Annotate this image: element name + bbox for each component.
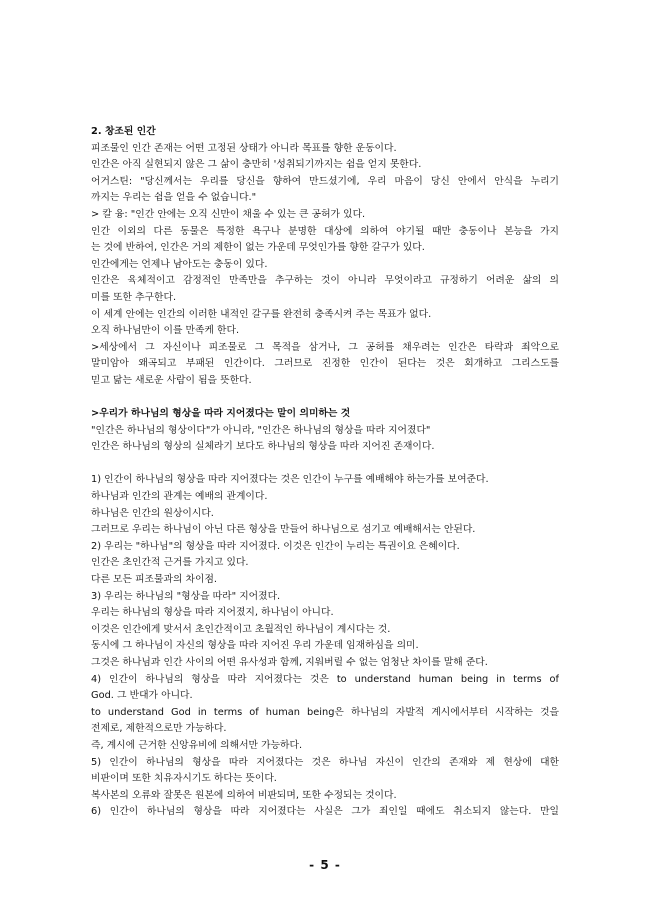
text-line: 인간은 아직 실현되지 않은 그 삶이 충만히 '성취되기까지는 쉼을 얻지 못한다. (91, 159, 422, 171)
text-line: 말미암아 왜곡되고 부패된 인간이다. 그러므로 진정한 인간이 된다는 것은 회개하고 그리스도를 (91, 358, 559, 370)
text-line: 전제로, 제한적으로만 가능하다. (91, 723, 227, 735)
text-line: 인간에게는 언제나 남아도는 충동이 있다. (91, 258, 268, 270)
text-line: 4) 인간이 하나님의 형상을 따라 지어졌다는 것은 to understand human being in terms of (91, 673, 559, 685)
text-line: 어거스틴: "당신께서는 우리를 당신을 향하여 만드셨기에, 우리 마음이 당신 안에서 안식을 누리기 (91, 175, 559, 187)
text-line: 이것은 인간에게 맞서서 초인간적이고 초월적인 하나님이 계시다는 것. (91, 623, 391, 635)
text-line: 인간은 육체적이고 감정적인 만족만을 추구하는 것이 아니라 무엇이라고 규정하기 어려운 삶의 의 (91, 275, 559, 287)
text-line: 하나님은 인간의 원상이시다. (91, 507, 214, 519)
text-line: 인간 이외의 다른 동물은 특정한 욕구나 분명한 대상에 의하여 야기될 때만 충동이나 본능을 가지 (91, 225, 559, 237)
text-line: 는 것에 반하여, 인간은 거의 제한이 없는 가운데 무엇인가를 향한 갈구가 있다. (91, 242, 425, 254)
text-line: to understand God in terms of human being은 하나님의 자발적 계시에서부터 시작하는 것을 (91, 706, 559, 718)
page-body (91, 124, 559, 821)
text-line: 2) 우리는 "하나님"의 형상을 따라 지어졌다. 이것은 인간이 누리는 특권이요 은혜이다. (91, 540, 460, 552)
section-heading: >우리가 하나님의 형상을 따라 지어졌다는 말이 의미하는 것 (91, 408, 351, 420)
text-line: 그것은 하나님과 인간 사이의 어떤 유사성과 함께, 지워버릴 수 없는 엄청난 차이를 말해 준다. (91, 657, 488, 668)
text-line: > 칼 융: "인간 안에는 오직 신만이 채울 수 있는 큰 공허가 있다. (91, 208, 366, 220)
text-line: 피조물인 인간 존재는 어떤 고정된 상태가 아니라 목표를 향한 운동이다. (91, 142, 397, 154)
text-line: >세상에서 그 자신이나 피조물로 그 목적을 삼거나, 그 공허를 채우려는 인간은 타락과 죄악으로 (91, 341, 559, 353)
text-line: 6) 인간이 하나님의 형상을 따라 지어졌다는 사실은 그가 죄인일 때에도 취소되지 않는다. 만일 (91, 806, 559, 818)
text-line: 그러므로 우리는 하나님이 아닌 다른 형상을 만들어 하나님으로 섬기고 예배해서는 안된다. (91, 524, 476, 536)
paragraph-gap (91, 456, 559, 473)
text-line: 비판이며 또한 치유자시기도 하다는 뜻이다. (91, 773, 277, 785)
page-number: - 5 - (309, 858, 341, 872)
text-line: 복사본의 오류와 잘못은 원본에 의하여 비판되며, 또한 수정되는 것이다. (91, 789, 397, 801)
text-line: 동시에 그 하나님이 자신의 형상을 따라 지어진 우리 가운데 임재하심을 의미. (91, 640, 419, 652)
text-line: 미를 또한 추구한다. (91, 291, 177, 303)
text-line: 까지는 우리는 쉼을 얻을 수 없습니다." (91, 192, 257, 204)
text-line: "인간은 하나님의 형상이다"가 아니라, "인간은 하나님의 형상을 따라 지어졌다" (91, 424, 431, 436)
text-line: 오직 하나님만이 이를 만족케 한다. (91, 325, 240, 337)
text-line: 이 세계 안에는 인간의 이러한 내적인 갈구를 완전히 충족시켜 주는 목표가 없다. (91, 308, 432, 320)
text-line: 하나님과 인간의 관계는 예배의 관계이다. (91, 491, 268, 503)
text-line: 다른 모든 피조물과의 차이점. (91, 574, 218, 586)
text-line: 인간은 하나님의 형상의 실체라기 보다도 하나님의 형상을 따라 지어진 존재이다. (91, 441, 435, 453)
text-line: 인간은 초인간적 근거를 가지고 있다. (91, 557, 249, 569)
text-line: 3) 우리는 하나님의 "형상을 따라" 지어졌다. (91, 590, 281, 602)
text-line: 즉, 계시에 근거한 신앙유비에 의해서만 가능하다. (91, 739, 303, 751)
section-heading: 2. 창조된 인간 (91, 126, 156, 137)
text-line: God. 그 반대가 아니다. (91, 690, 193, 702)
text-line: 믿고 닮는 새로운 사람이 됨을 뜻한다. (91, 374, 252, 386)
text-line: 우리는 하나님의 형상을 따라 지어졌지, 하나님이 아니다. (91, 607, 334, 619)
text-line: 1) 인간이 하나님의 형상을 따라 지어졌다는 것은 인간이 누구를 예배해야 하는가를 보여준다. (91, 474, 489, 486)
text-line: 5) 인간이 하나님의 형상을 따라 지어졌다는 것은 하나님 자신이 인간의 존재와 제 현상에 대한 (91, 756, 559, 768)
paragraph-gap (91, 390, 559, 407)
